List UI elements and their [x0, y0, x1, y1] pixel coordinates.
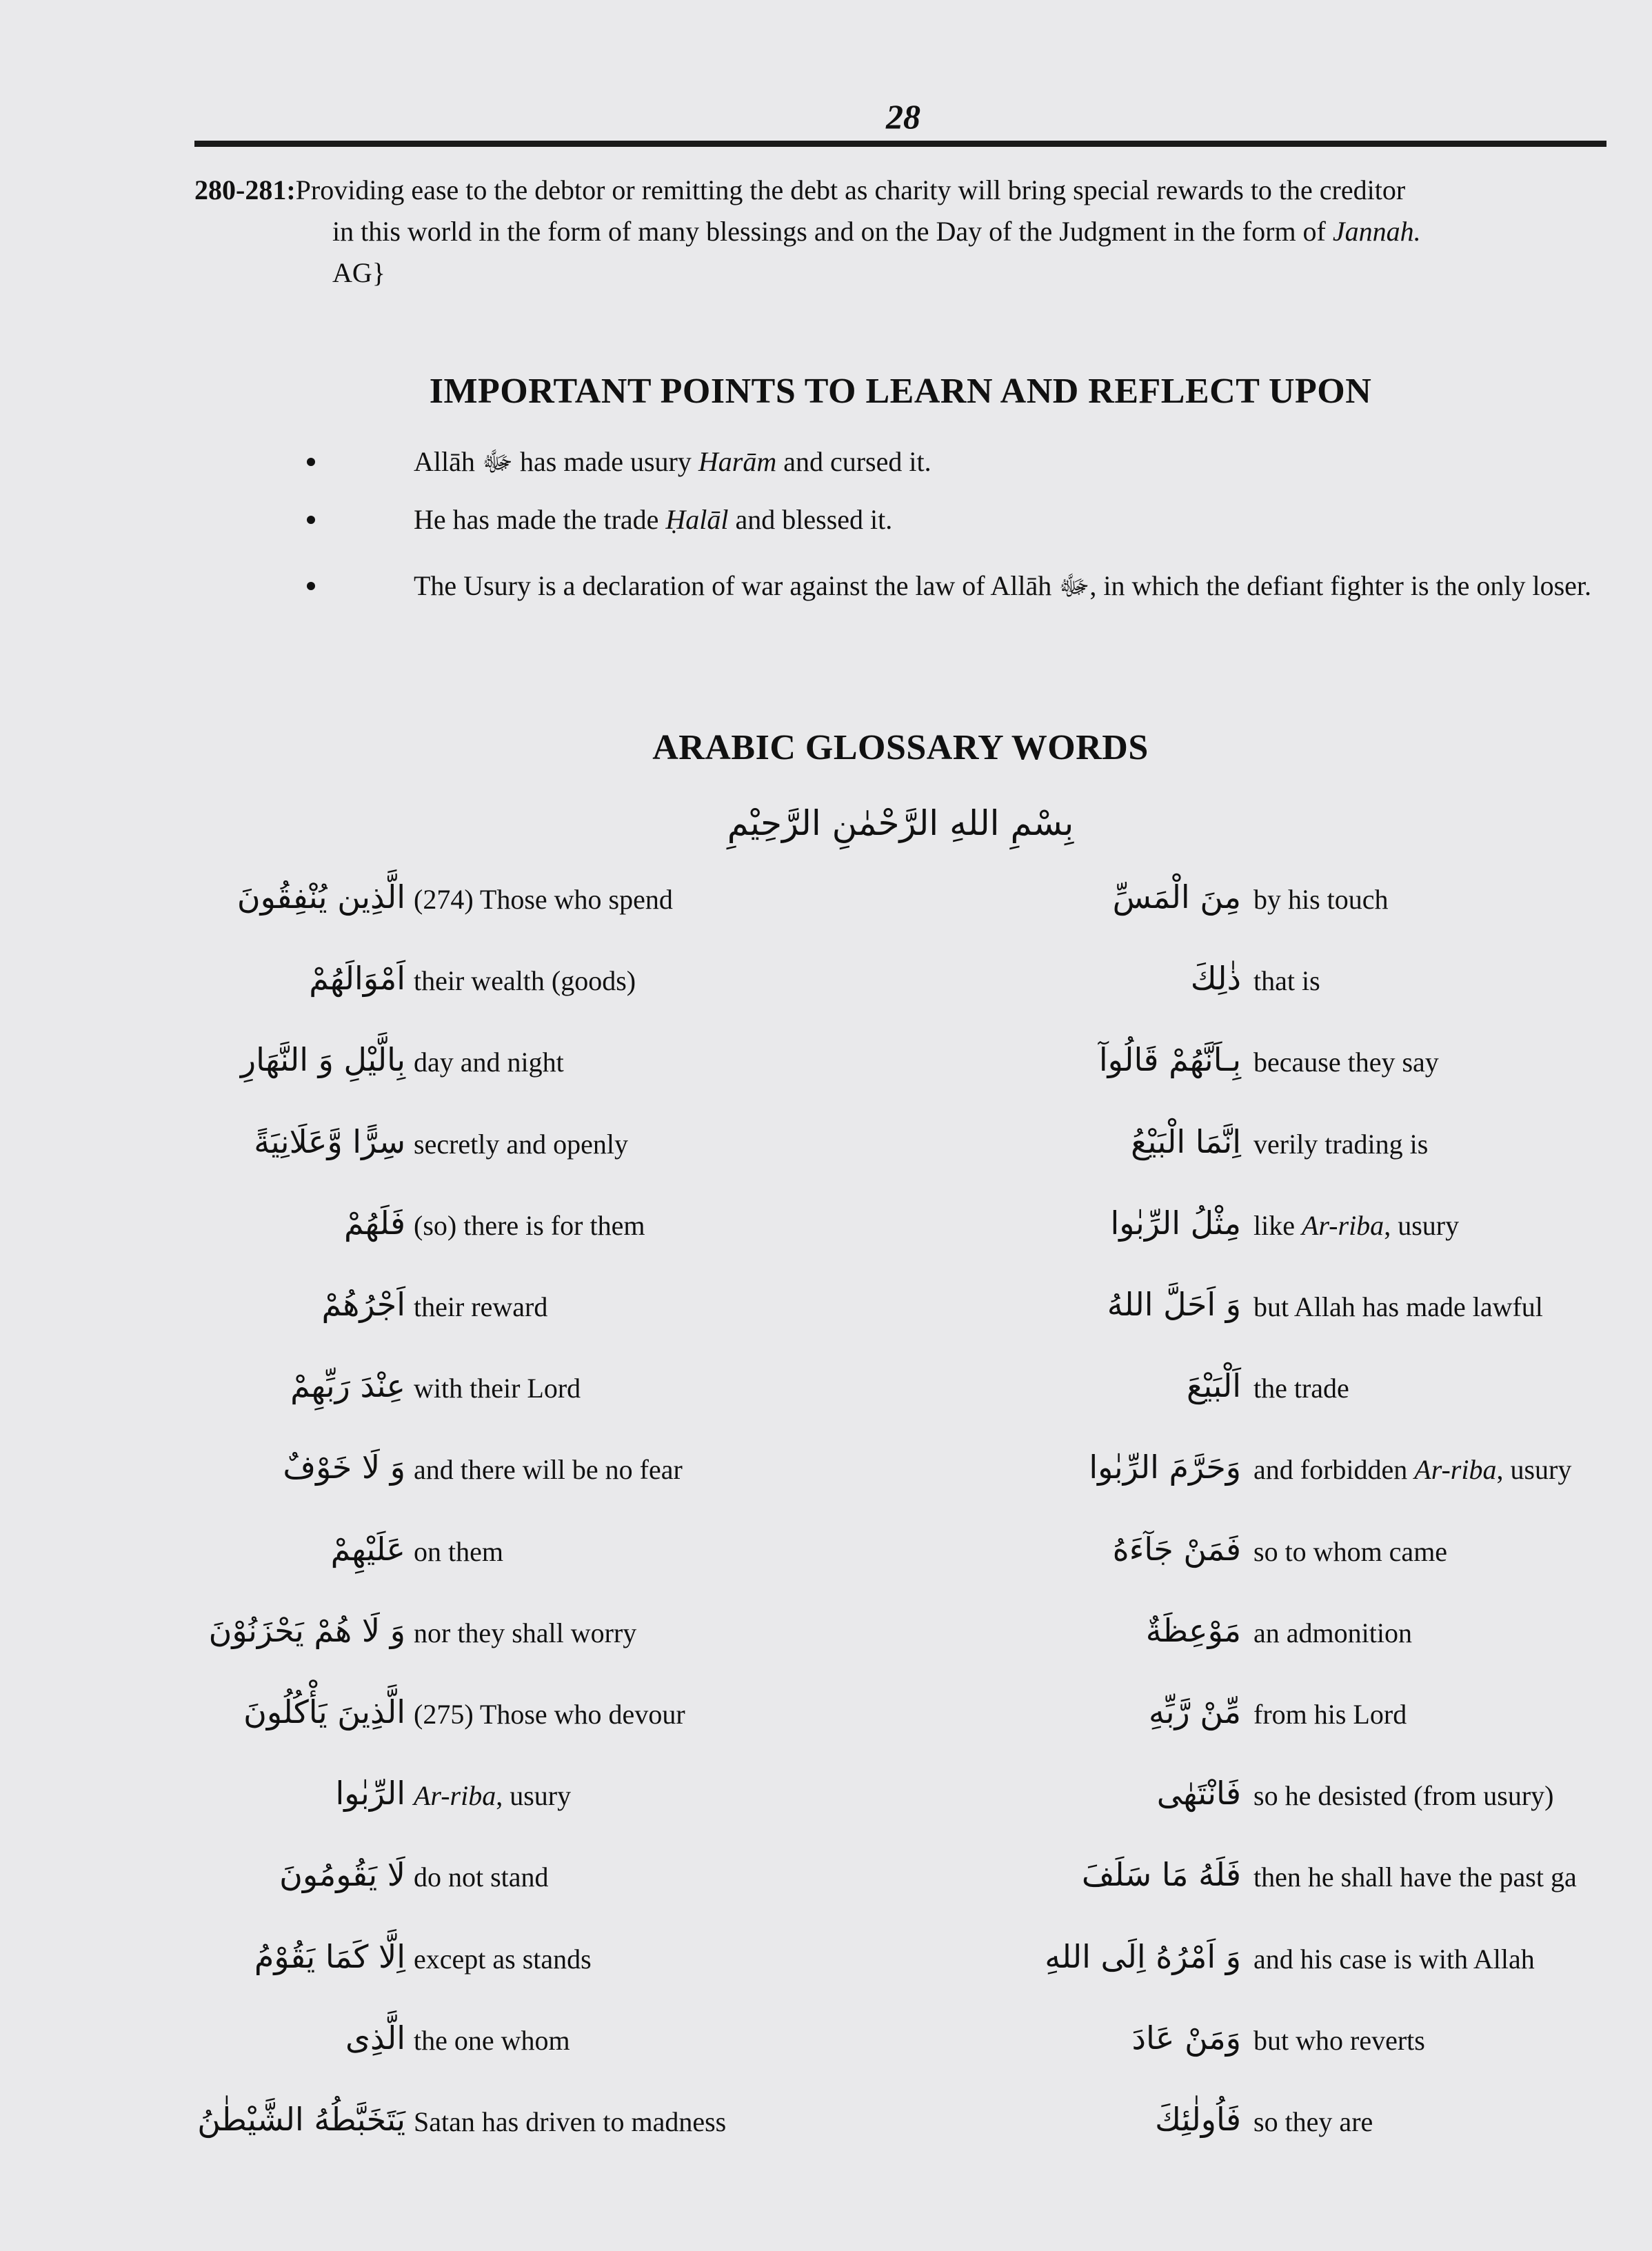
english-meaning-left: secretly and openly — [414, 1128, 628, 1160]
header-rule — [194, 141, 1606, 147]
english-meaning-left: and there will be no fear — [414, 1454, 683, 1486]
english-meaning-left: the one whom — [414, 2024, 570, 2056]
arabic-term-right: ذٰلِكَ — [1190, 960, 1241, 998]
glossary-row — [0, 1930, 1652, 2011]
english-meaning-left: (275) Those who devour — [414, 1699, 685, 1730]
commentary-text-line-1: Providing ease to the debtor or remitting the debt as charity will bring special rewards to the creditor — [295, 174, 1406, 205]
glossary-heading: ARABIC GLOSSARY WORDS — [652, 728, 1149, 767]
english-meaning-right: verily trading is — [1253, 1128, 1429, 1160]
commentary-text-line-3: AG} — [332, 257, 385, 288]
arabic-term-right: مِنَ الْمَسِّ — [1112, 878, 1241, 916]
english-meaning-left: on them — [414, 1535, 503, 1567]
english-meaning-left: Satan has driven to madness — [414, 2106, 727, 2137]
english-meaning-left: except as stands — [414, 1943, 592, 1975]
arabic-term-left: وَ لَا خَوْفٌ — [283, 1448, 405, 1486]
english-meaning-right: like Ar-riba, usury — [1253, 1209, 1460, 1241]
arabic-term-left: عِنْدَ رَبِّهِمْ — [290, 1367, 405, 1405]
arabic-term-left: لَا يَقُومُونَ — [279, 1856, 405, 1894]
arabic-term-left: الَّذِينَ يَأْكُلُونَ — [243, 1693, 405, 1730]
arabic-term-left: اِلَّا كَمَا يَقُوْمُ — [254, 1937, 405, 1975]
english-meaning-left: their wealth (goods) — [414, 965, 636, 997]
glossary-row — [0, 1685, 1652, 1766]
arabic-term-right: فَانْتَهٰى — [1156, 1775, 1241, 1813]
bullet-icon — [307, 458, 315, 466]
glossary-row — [0, 1359, 1652, 1440]
arabic-term-left: بِالَّيْلِ وَ النَّهَارِ — [240, 1041, 405, 1079]
glossary-row — [0, 1196, 1652, 1278]
arabic-term-right: فَاُولٰئِكَ — [1155, 2101, 1241, 2138]
arabic-term-right: مَوْعِظَةٌ — [1145, 1611, 1241, 1649]
arabic-term-right: اَلْبَيْعَ — [1186, 1367, 1241, 1405]
glossary-row — [0, 1115, 1652, 1196]
glossary-row — [0, 1033, 1652, 1114]
bullet-icon — [307, 582, 315, 590]
point-item: He has made the trade Ḥalāl and blessed it. — [296, 499, 892, 541]
english-meaning-left: with their Lord — [414, 1373, 581, 1404]
arabic-term-left: عَلَيْهِمْ — [330, 1530, 405, 1568]
english-meaning-left: Ar-riba, usury — [414, 1780, 572, 1812]
points-heading: IMPORTANT POINTS TO LEARN AND REFLECT UPON — [429, 372, 1372, 411]
glossary-row — [0, 1766, 1652, 1848]
english-meaning-right: because they say — [1253, 1047, 1439, 1078]
arabic-term-right: وَ اَمْرُهُ اِلَى اللهِ — [1045, 1937, 1241, 1975]
arabic-term-left: الَّذِين يُنْفِقُونَ — [236, 878, 405, 916]
arabic-term-right: وَمَنْ عَادَ — [1131, 2019, 1241, 2057]
english-meaning-right: from his Lord — [1253, 1699, 1407, 1730]
arabic-term-left: وَ لَا هُمْ يَحْزَنُوْنَ — [208, 1611, 405, 1649]
glossary-row — [0, 2092, 1652, 2174]
commentary-paragraph — [194, 170, 1622, 294]
glossary-row — [0, 1440, 1652, 1522]
arabic-term-right: مِّنْ رَّبِّهِ — [1149, 1693, 1241, 1730]
point-item: Allāh ﷻ has made usury Harām and cursed it. — [296, 441, 931, 483]
english-meaning-left: day and night — [414, 1047, 564, 1078]
glossary-row — [0, 870, 1652, 951]
arabic-term-right: بِـاَنَّهُمْ قَالُوآ — [1098, 1041, 1241, 1079]
glossary-row — [0, 951, 1652, 1033]
english-meaning-left: their reward — [414, 1291, 548, 1322]
english-meaning-right: but who reverts — [1253, 2024, 1425, 2056]
english-meaning-right: and his case is with Allah — [1253, 1943, 1535, 1975]
arabic-term-left: اَجْرُهُمْ — [321, 1286, 405, 1323]
english-meaning-right: but Allah has made lawful — [1253, 1291, 1543, 1322]
english-meaning-right: so to whom came — [1253, 1535, 1448, 1567]
english-meaning-left: do not stand — [414, 1861, 549, 1893]
english-meaning-left: (so) there is for them — [414, 1209, 645, 1241]
verse-reference: 280-281: — [194, 174, 296, 205]
english-meaning-right: the trade — [1253, 1373, 1349, 1404]
commentary-text-line-2: in this world in the form of many blessings and on the Day of the Judgment in the form of Jannah. — [332, 216, 1421, 247]
arabic-term-right: فَمَنْ جَآءَهُ — [1112, 1530, 1241, 1568]
page-number: 28 — [886, 97, 920, 136]
arabic-term-right: فَلَهُ مَا سَلَفَ — [1081, 1856, 1241, 1894]
english-meaning-right: by his touch — [1253, 884, 1389, 915]
arabic-term-left: يَتَخَبَّطُهُ الشَّيْطٰنُ — [197, 2101, 405, 2138]
glossary-row — [0, 1604, 1652, 1685]
arabic-term-left: اَمْوَالَهُمْ — [309, 960, 405, 998]
arabic-term-right: مِثْلُ الرِّبٰوا — [1110, 1204, 1241, 1242]
glossary-row — [0, 1522, 1652, 1604]
glossary-row — [0, 1278, 1652, 1359]
english-meaning-right: then he shall have the past ga — [1253, 1861, 1577, 1893]
english-meaning-right: that is — [1253, 965, 1320, 997]
english-meaning-left: nor they shall worry — [414, 1617, 637, 1648]
arabic-term-right: وَحَرَّمَ الرِّبٰوا — [1089, 1448, 1241, 1486]
english-meaning-right: an admonition — [1253, 1617, 1412, 1648]
arabic-term-left: الَّذِى — [345, 2019, 405, 2057]
english-meaning-left: (274) Those who spend — [414, 884, 673, 915]
english-meaning-right: so he desisted (from usury) — [1253, 1780, 1554, 1812]
english-meaning-right: so they are — [1253, 2106, 1373, 2137]
arabic-term-right: اِنَّمَا الْبَيْعُ — [1131, 1122, 1241, 1160]
arabic-term-right: وَ اَحَلَّ اللهُ — [1107, 1286, 1241, 1323]
italic-term: Jannah. — [1332, 216, 1421, 247]
bullet-icon — [307, 516, 315, 524]
glossary-row — [0, 2011, 1652, 2092]
arabic-term-left: سِرًّا وَّعَلَانِيَةً — [254, 1122, 405, 1160]
english-meaning-right: and forbidden Ar-riba, usury — [1253, 1454, 1572, 1486]
arabic-term-left: فَلَهُمْ — [343, 1204, 405, 1242]
point-item: The Usury is a declaration of war against the law of Allāh ﷻ, in which the defiant fighter is the only loser. — [296, 565, 1652, 607]
glossary-row — [0, 1848, 1652, 1929]
bismillah: بِسْمِ اللهِ الرَّحْمٰنِ الرَّحِيْمِ — [727, 803, 1074, 843]
arabic-term-left: الرِّبٰوا — [335, 1775, 405, 1813]
